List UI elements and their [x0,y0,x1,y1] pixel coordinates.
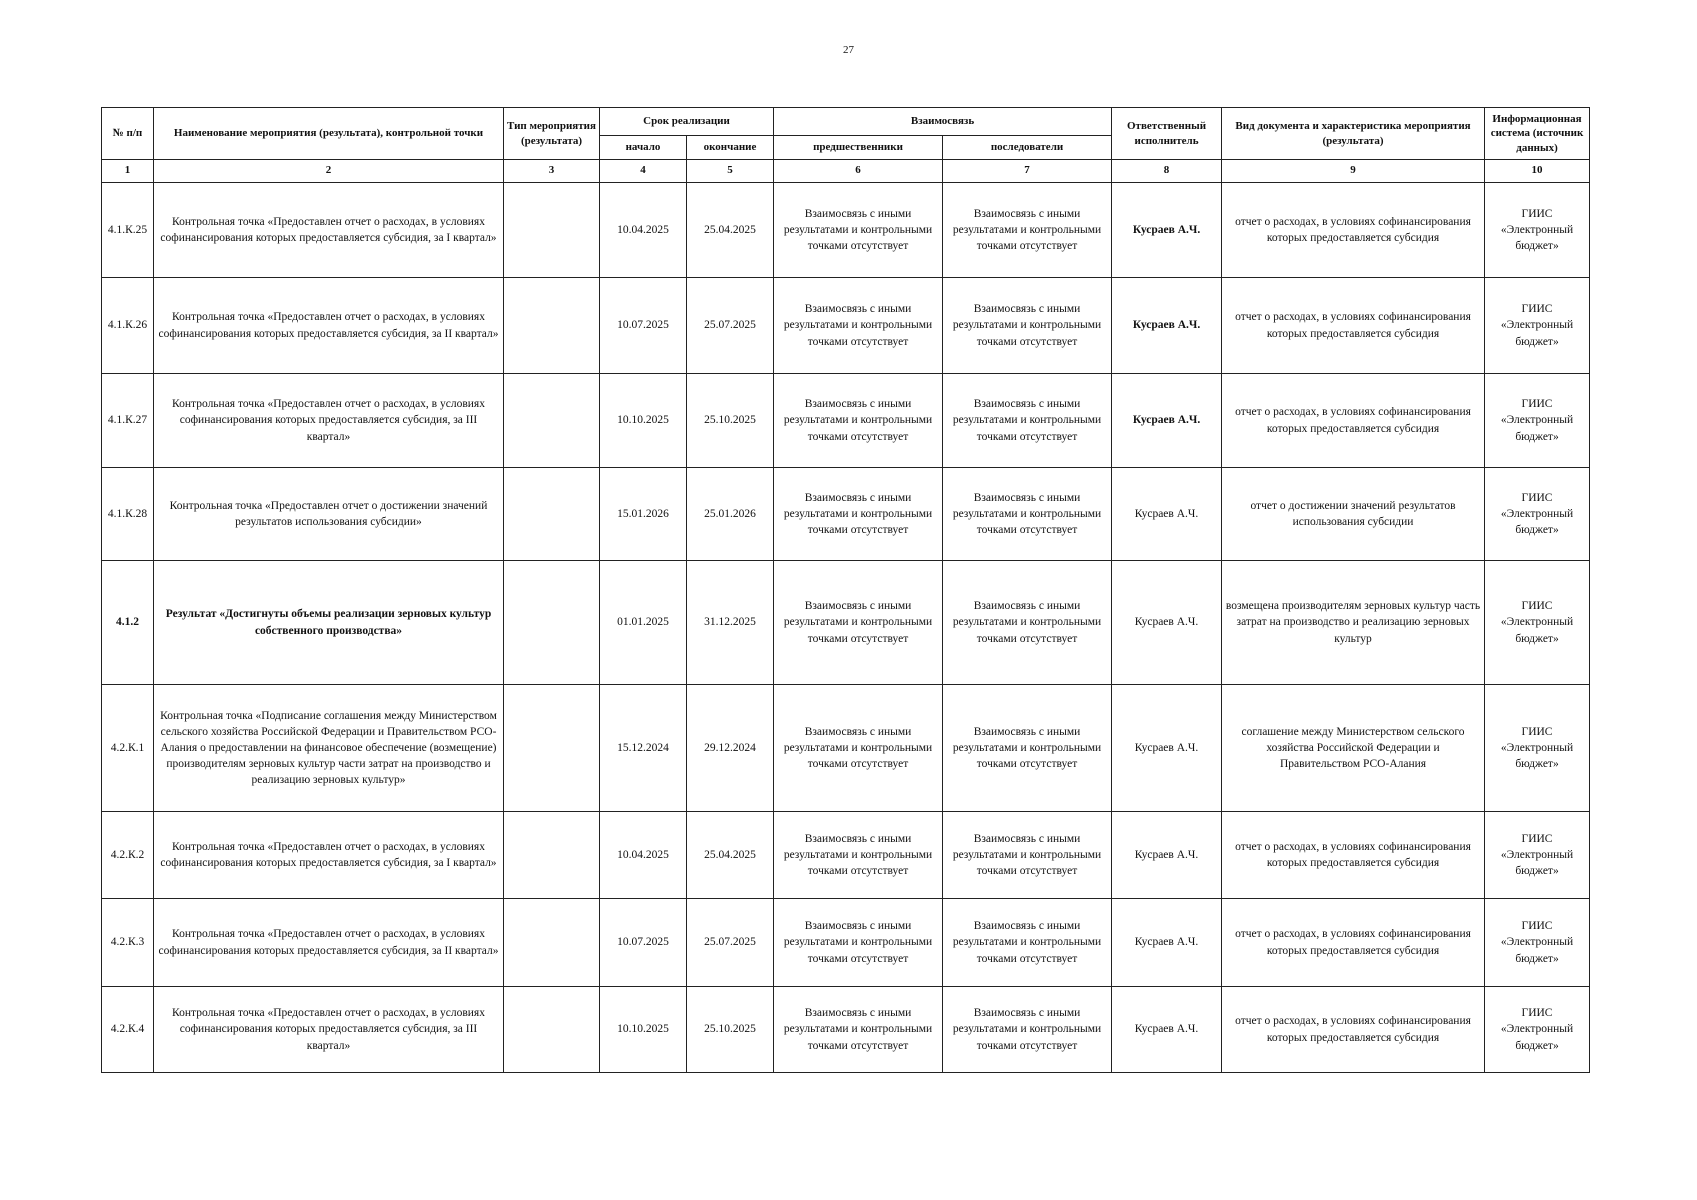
row-responsible: Кусраев А.Ч. [1112,899,1222,987]
table-row [102,278,1590,374]
row-document: отчет о расходах, в условиях софинансирования которых предоставляется субсидия [1222,278,1485,374]
header-doc: Вид документа и характеристика мероприятия (результата) [1222,108,1485,160]
row-info-system: ГИИС «Электронный бюджет» [1485,278,1590,374]
row-predecessors: Взаимосвязь с иными результатами и контрольными точками отсутствует [774,561,943,685]
row-document: отчет о расходах, в условиях софинансирования которых предоставляется субсидия [1222,812,1485,899]
table-row [102,987,1590,1073]
row-responsible: Кусраев А.Ч. [1112,987,1222,1073]
row-predecessors: Взаимосвязь с иными результатами и контрольными точками отсутствует [774,987,943,1073]
row-name: Контрольная точка «Предоставлен отчет о расходах, в условиях софинансирования которых предоставляется субсидия, за III квартал» [154,374,504,468]
row-name: Контрольная точка «Предоставлен отчет о расходах, в условиях софинансирования которых предоставляется субсидия, за I квартал» [154,183,504,278]
table-row [102,468,1590,561]
row-document: отчет о достижении значений результатов использования субсидии [1222,468,1485,561]
header-name: Наименование мероприятия (результата), контрольной точки [154,108,504,160]
row-start-date: 10.10.2025 [600,374,687,468]
header-type: Тип мероприятия (результата) [504,108,600,160]
row-predecessors: Взаимосвязь с иными результатами и контрольными точками отсутствует [774,685,943,812]
row-type [504,561,600,685]
column-number: 3 [504,160,600,183]
row-responsible: Кусраев А.Ч. [1112,685,1222,812]
header-link-next: последователи [943,136,1112,160]
row-successors: Взаимосвязь с иными результатами и контрольными точками отсутствует [943,812,1112,899]
row-info-system: ГИИС «Электронный бюджет» [1485,685,1590,812]
row-type [504,899,600,987]
row-number: 4.1.К.28 [102,468,154,561]
row-info-system: ГИИС «Электронный бюджет» [1485,468,1590,561]
row-end-date: 25.10.2025 [687,987,774,1073]
header-link: Взаимосвязь [774,108,1112,136]
row-document: отчет о расходах, в условиях софинансирования которых предоставляется субсидия [1222,374,1485,468]
row-start-date: 15.12.2024 [600,685,687,812]
header-term: Срок реализации [600,108,774,136]
row-successors: Взаимосвязь с иными результатами и контрольными точками отсутствует [943,278,1112,374]
header-link-prev: предшественники [774,136,943,160]
column-number: 1 [102,160,154,183]
row-number: 4.1.К.26 [102,278,154,374]
row-type [504,468,600,561]
row-type [504,685,600,812]
row-responsible: Кусраев А.Ч. [1112,561,1222,685]
row-responsible: Кусраев А.Ч. [1112,374,1222,468]
table-header [102,108,1590,183]
row-name: Контрольная точка «Предоставлен отчет о расходах, в условиях софинансирования которых предоставляется субсидия, за III квартал» [154,987,504,1073]
row-type [504,987,600,1073]
row-start-date: 10.04.2025 [600,183,687,278]
table-body [102,183,1590,1073]
table-row [102,374,1590,468]
header-term-start: начало [600,136,687,160]
row-end-date: 25.01.2026 [687,468,774,561]
row-document: отчет о расходах, в условиях софинансирования которых предоставляется субсидия [1222,987,1485,1073]
row-document: возмещена производителям зерновых культур часть затрат на производство и реализацию зерновых культур [1222,561,1485,685]
header-term-end: окончание [687,136,774,160]
table-row [102,685,1590,812]
column-number: 5 [687,160,774,183]
row-info-system: ГИИС «Электронный бюджет» [1485,812,1590,899]
row-number: 4.2.К.2 [102,812,154,899]
row-predecessors: Взаимосвязь с иными результатами и контрольными точками отсутствует [774,468,943,561]
row-name: Контрольная точка «Предоставлен отчет о расходах, в условиях софинансирования которых предоставляется субсидия, за I квартал» [154,812,504,899]
row-start-date: 10.07.2025 [600,278,687,374]
row-successors: Взаимосвязь с иными результатами и контрольными точками отсутствует [943,987,1112,1073]
column-number: 7 [943,160,1112,183]
row-successors: Взаимосвязь с иными результатами и контрольными точками отсутствует [943,685,1112,812]
row-end-date: 25.04.2025 [687,183,774,278]
row-successors: Взаимосвязь с иными результатами и контрольными точками отсутствует [943,468,1112,561]
row-responsible: Кусраев А.Ч. [1112,812,1222,899]
row-end-date: 25.04.2025 [687,812,774,899]
row-predecessors: Взаимосвязь с иными результатами и контрольными точками отсутствует [774,278,943,374]
row-number: 4.1.2 [102,561,154,685]
row-successors: Взаимосвязь с иными результатами и контрольными точками отсутствует [943,899,1112,987]
row-number: 4.1.К.27 [102,374,154,468]
column-number: 8 [1112,160,1222,183]
header-num: № п/п [102,108,154,160]
row-start-date: 10.07.2025 [600,899,687,987]
row-predecessors: Взаимосвязь с иными результатами и контрольными точками отсутствует [774,374,943,468]
row-start-date: 01.01.2025 [600,561,687,685]
row-end-date: 29.12.2024 [687,685,774,812]
row-predecessors: Взаимосвязь с иными результатами и контрольными точками отсутствует [774,183,943,278]
column-number: 10 [1485,160,1590,183]
row-document: отчет о расходах, в условиях софинансирования которых предоставляется субсидия [1222,183,1485,278]
header-info: Информационная система (источник данных) [1485,108,1590,160]
table-row [102,899,1590,987]
row-type [504,812,600,899]
row-info-system: ГИИС «Электронный бюджет» [1485,987,1590,1073]
row-predecessors: Взаимосвязь с иными результатами и контрольными точками отсутствует [774,899,943,987]
row-info-system: ГИИС «Электронный бюджет» [1485,374,1590,468]
row-info-system: ГИИС «Электронный бюджет» [1485,899,1590,987]
row-successors: Взаимосвязь с иными результатами и контрольными точками отсутствует [943,183,1112,278]
row-name: Контрольная точка «Предоставлен отчет о расходах, в условиях софинансирования которых предоставляется субсидия, за II квартал» [154,278,504,374]
row-end-date: 25.07.2025 [687,278,774,374]
header-responsible: Ответственный исполнитель [1112,108,1222,160]
column-number: 9 [1222,160,1485,183]
row-name: Контрольная точка «Предоставлен отчет о достижении значений результатов использования субсидии» [154,468,504,561]
table-row [102,561,1590,685]
row-successors: Взаимосвязь с иными результатами и контрольными точками отсутствует [943,374,1112,468]
row-name: Результат «Достигнуты объемы реализации зерновых культур собственного производства» [154,561,504,685]
column-number-row [102,160,1590,183]
page-number: 27 [843,44,854,56]
row-type [504,183,600,278]
row-end-date: 31.12.2025 [687,561,774,685]
row-document: соглашение между Министерством сельского хозяйства Российской Федерации и Правительством РСО-Алания [1222,685,1485,812]
row-type [504,278,600,374]
row-end-date: 25.07.2025 [687,899,774,987]
column-number: 4 [600,160,687,183]
column-number: 2 [154,160,504,183]
row-document: отчет о расходах, в условиях софинансирования которых предоставляется субсидия [1222,899,1485,987]
row-type [504,374,600,468]
row-predecessors: Взаимосвязь с иными результатами и контрольными точками отсутствует [774,812,943,899]
column-number: 6 [774,160,943,183]
row-info-system: ГИИС «Электронный бюджет» [1485,183,1590,278]
row-responsible: Кусраев А.Ч. [1112,183,1222,278]
row-number: 4.1.К.25 [102,183,154,278]
row-name: Контрольная точка «Подписание соглашения между Министерством сельского хозяйства Российской Федерации и Правительством РСО-Алания о предоставлении на финансовое обеспечение (возмещение) производителям зерновых культур части затрат на производство и реализацию зерновых культур» [154,685,504,812]
row-number: 4.2.К.1 [102,685,154,812]
row-start-date: 10.04.2025 [600,812,687,899]
row-name: Контрольная точка «Предоставлен отчет о расходах, в условиях софинансирования которых предоставляется субсидия, за II квартал» [154,899,504,987]
row-number: 4.2.К.4 [102,987,154,1073]
row-responsible: Кусраев А.Ч. [1112,468,1222,561]
table-row [102,183,1590,278]
row-number: 4.2.К.3 [102,899,154,987]
row-start-date: 10.10.2025 [600,987,687,1073]
row-info-system: ГИИС «Электронный бюджет» [1485,561,1590,685]
row-end-date: 25.10.2025 [687,374,774,468]
row-responsible: Кусраев А.Ч. [1112,278,1222,374]
table-row [102,812,1590,899]
implementation-plan-table [101,107,1590,1073]
row-start-date: 15.01.2026 [600,468,687,561]
row-successors: Взаимосвязь с иными результатами и контрольными точками отсутствует [943,561,1112,685]
